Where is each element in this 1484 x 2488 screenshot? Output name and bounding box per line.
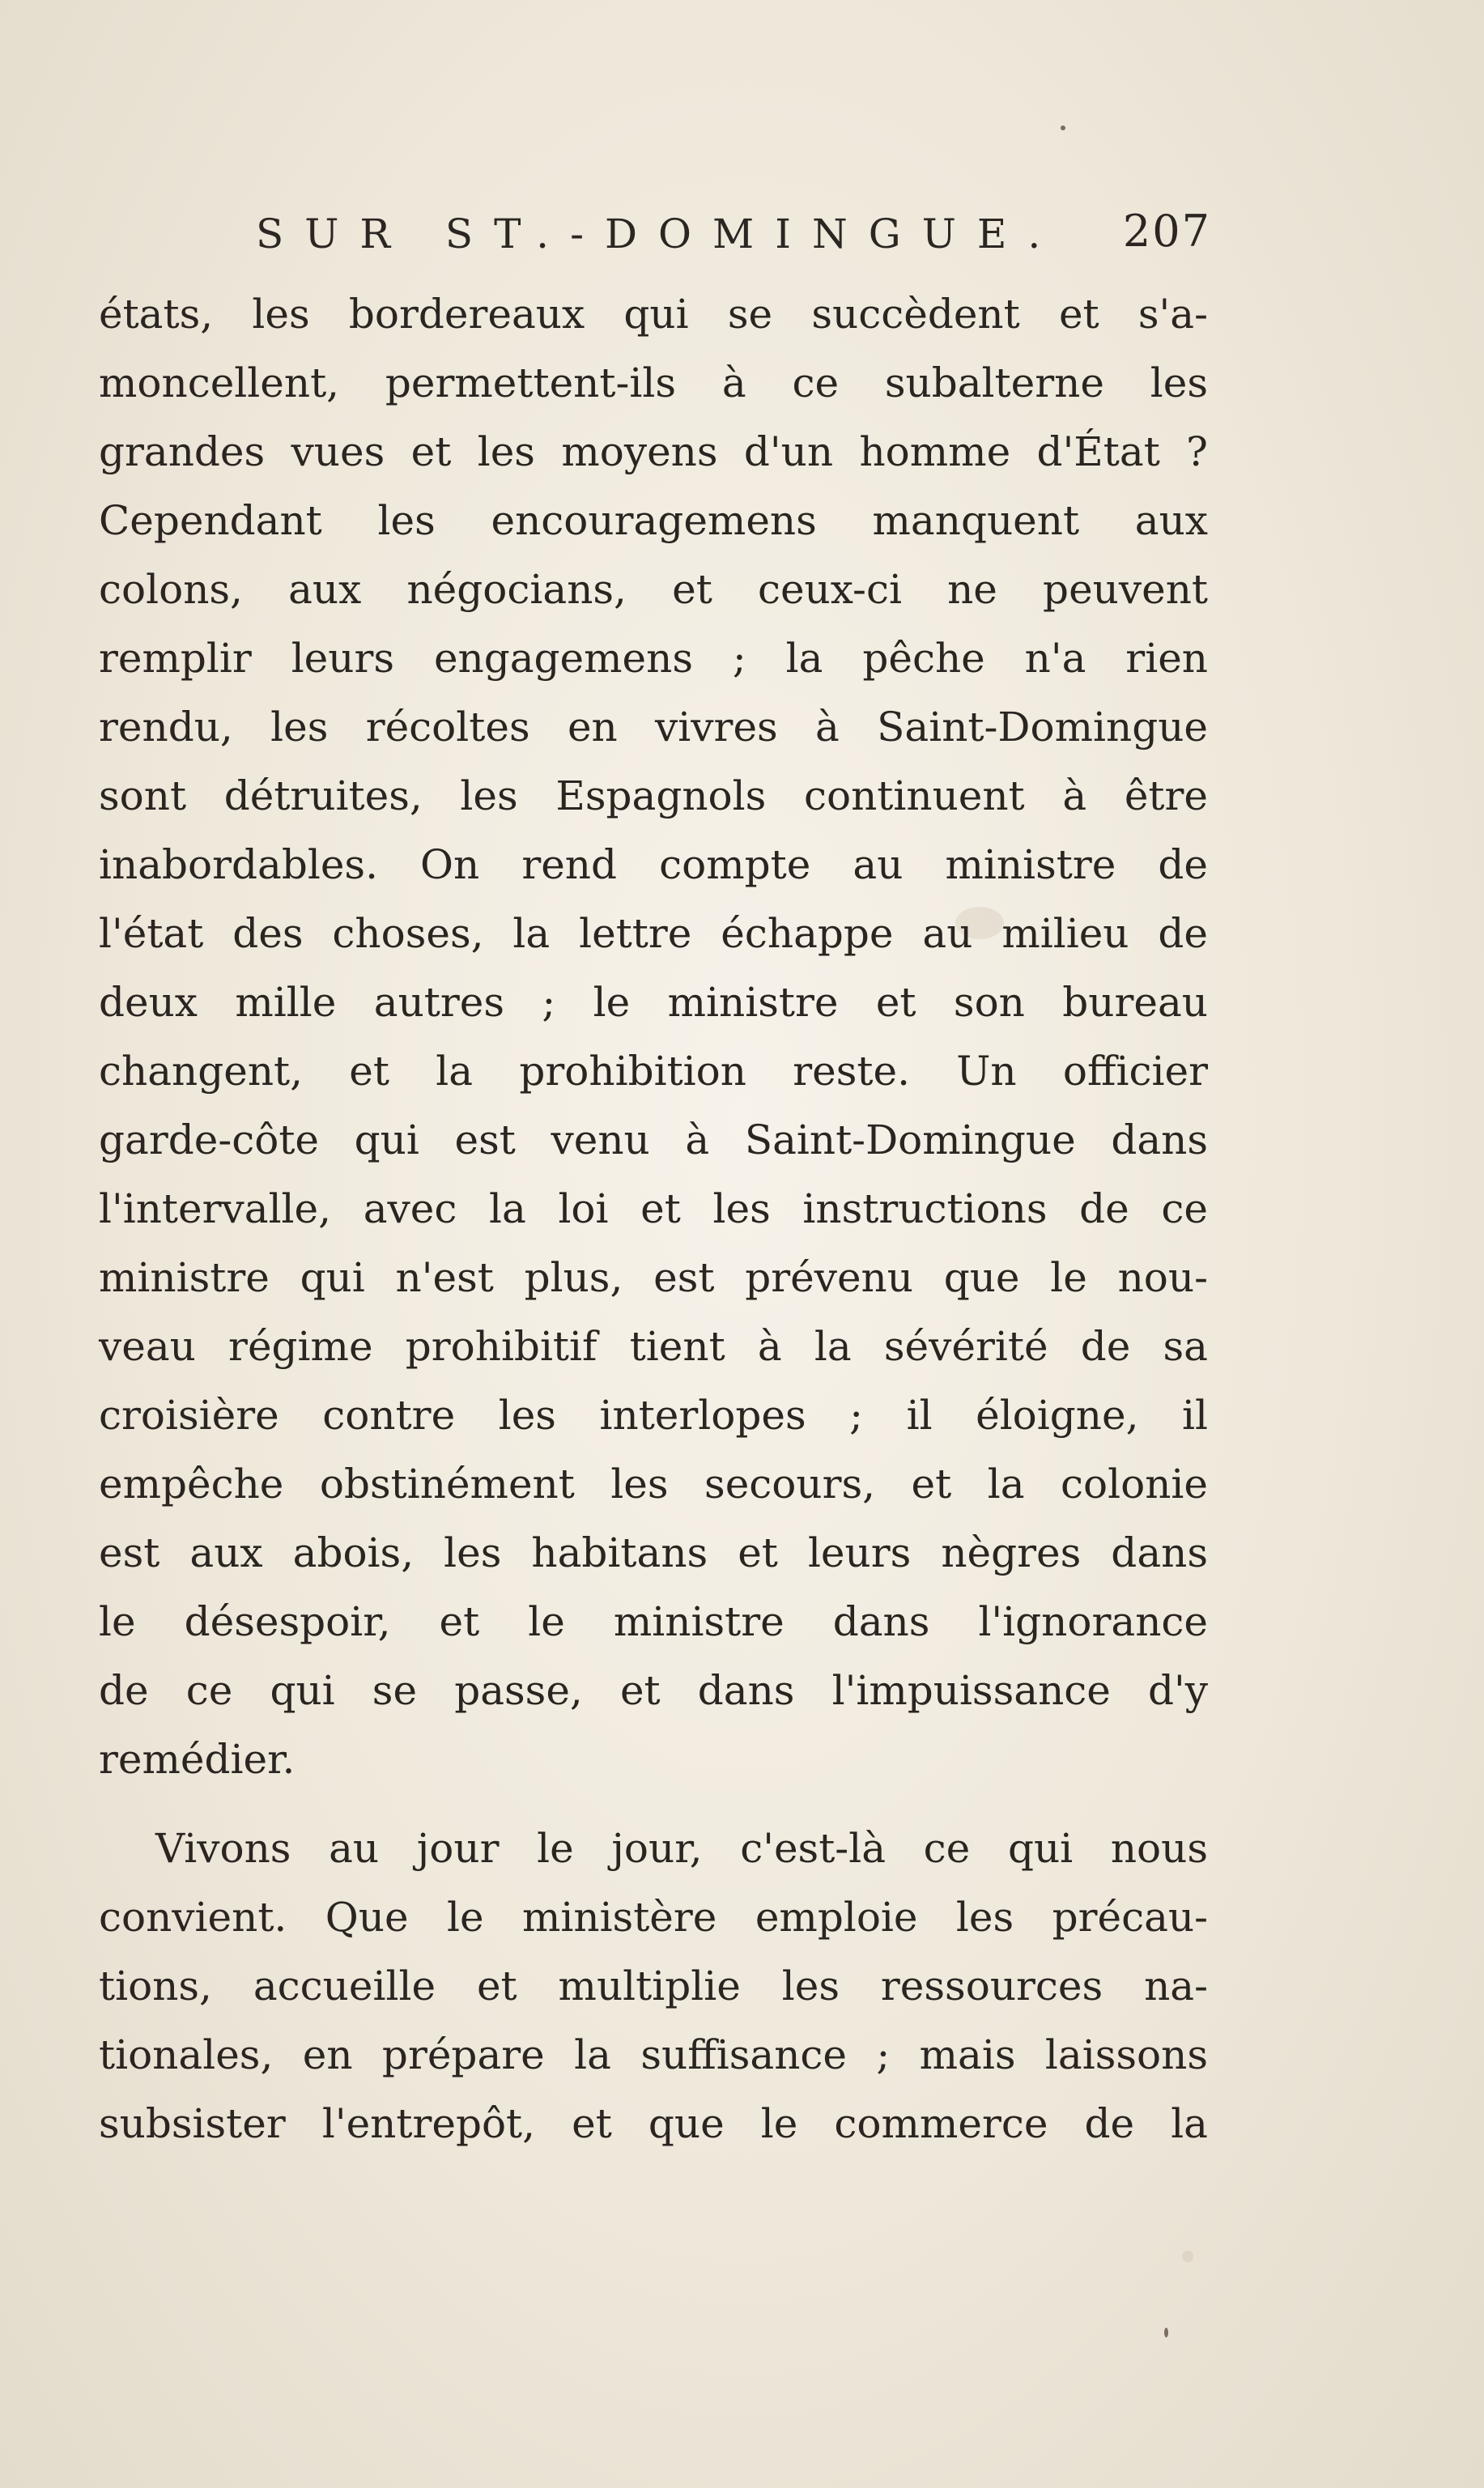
text-line: convient. Que le ministère emploie les précau-: [99, 1894, 1208, 1941]
page-number: 207: [1122, 206, 1211, 257]
text-line: sont détruites, les Espagnols continuent à être: [99, 772, 1208, 819]
text-line: croisière contre les interlopes ; il éloigne, il: [99, 1392, 1208, 1439]
text-line: états, les bordereaux qui se succèdent et s'a-: [99, 291, 1208, 338]
text-line: tionales, en prépare la suffisance ; mais laissons: [99, 2031, 1208, 2078]
text-line: remplir leurs engagemens ; la pêche n'a rien: [99, 635, 1208, 682]
page-header: [256, 202, 1211, 275]
paper-speck: [1061, 125, 1065, 130]
text-line: rendu, les récoltes en vivres à Saint-Domingue: [99, 704, 1208, 751]
text-line: veau régime prohibitif tient à la sévérité de sa: [99, 1323, 1208, 1370]
text-line: garde-côte qui est venu à Saint-Domingue dans: [99, 1116, 1208, 1163]
text-line: l'état des choses, la lettre échappe au milieu de: [99, 910, 1208, 957]
text-line: grandes vues et les moyens d'un homme d'État ?: [99, 428, 1208, 475]
text-line: Vivons au jour le jour, c'est-là ce qui nous: [155, 1825, 1208, 1872]
text-line: inabordables. On rend compte au ministre de: [99, 841, 1208, 888]
text-line: changent, et la prohibition reste. Un officier: [99, 1048, 1208, 1095]
paper-stain: [1182, 2251, 1193, 2262]
text-line: de ce qui se passe, et dans l'impuissance d'y: [99, 1667, 1208, 1714]
text-line: empêche obstinément les secours, et la colonie: [99, 1461, 1208, 1508]
paragraph-gap: [99, 1794, 1208, 1814]
text-line: le désespoir, et le ministre dans l'ignorance: [99, 1598, 1208, 1645]
paper-speck: [1164, 2328, 1168, 2337]
text-line: remédier.: [99, 1736, 296, 1783]
running-head: SUR ST.-DOMINGUE.: [256, 211, 1062, 257]
text-line: moncellent, permettent-ils à ce subalterne les: [99, 359, 1208, 406]
text-line: subsister l'entrepôt, et que le commerce de la: [99, 2100, 1208, 2147]
text-line: tions, accueille et multiplie les ressources na-: [99, 1963, 1208, 2010]
text-line: est aux abois, les habitans et leurs nègres dans: [99, 1529, 1208, 1576]
text-line: l'intervalle, avec la loi et les instructions de ce: [99, 1185, 1208, 1232]
text-line: ministre qui n'est plus, est prévenu que le nou-: [99, 1254, 1208, 1301]
text-line: colons, aux négocians, et ceux-ci ne peuvent: [99, 566, 1208, 613]
text-line: Cependant les encouragemens manquent aux: [99, 497, 1208, 544]
text-line: deux mille autres ; le ministre et son bureau: [99, 979, 1208, 1026]
page-text: [99, 280, 1208, 2158]
